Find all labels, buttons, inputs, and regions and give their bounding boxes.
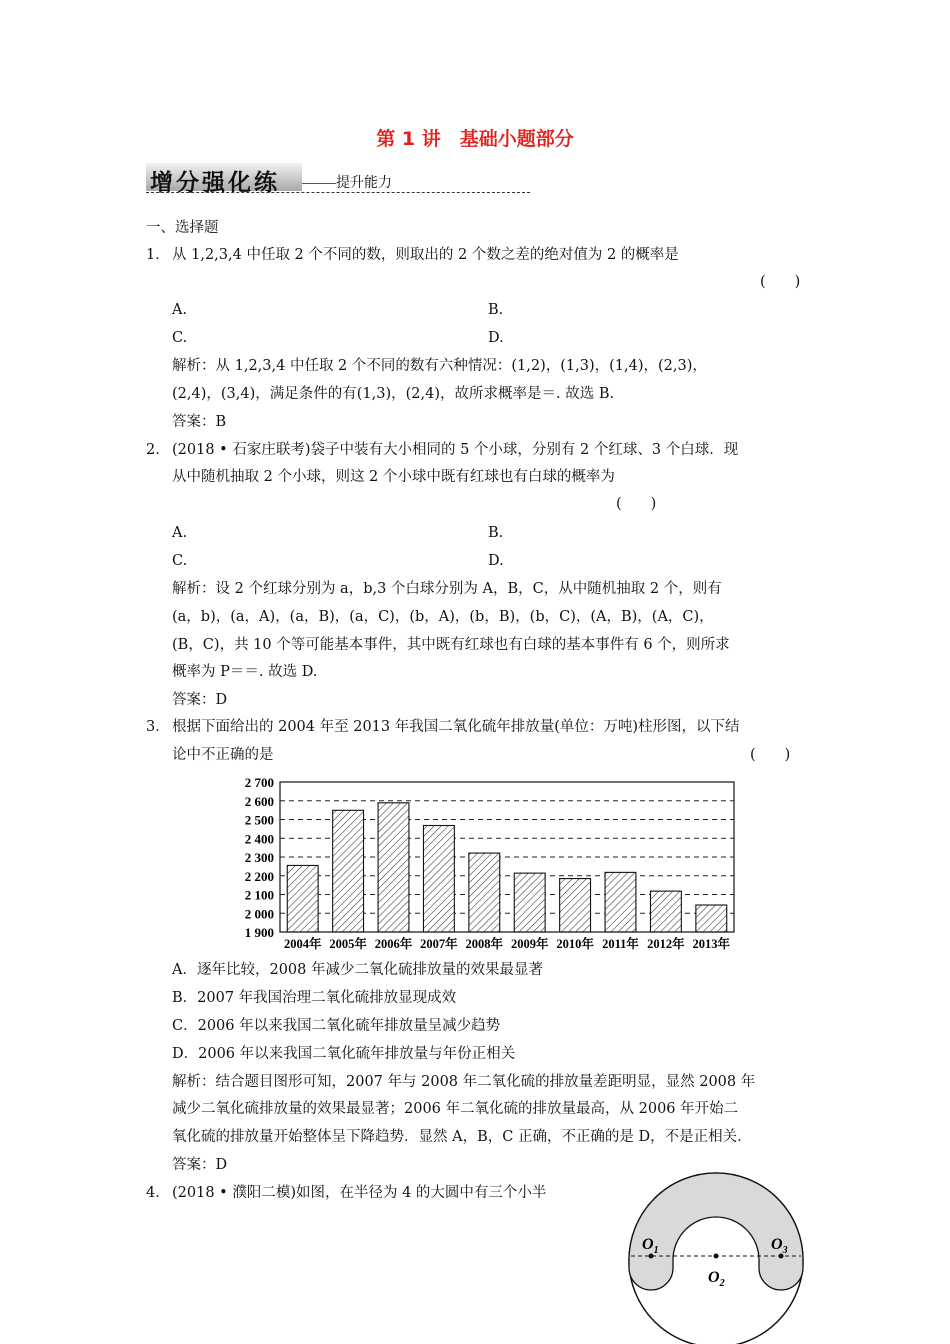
q1-stem: 从 1,2,3,4 中任取 2 个不同的数，则取出的 2 个数之差的绝对值为 2 的概率是	[172, 247, 679, 263]
bar-2013年	[696, 905, 727, 932]
y-tick-label: 2 200	[244, 868, 274, 884]
q1-number: 1．	[146, 247, 170, 263]
label-o1: $O_1$	[642, 1236, 659, 1256]
x-tick-label: 2006年	[374, 937, 413, 951]
q1-option-c: C.	[172, 330, 188, 346]
q3-solution-line3: 氧化硫的排放量开始整体呈下降趋势．显然 A，B，C 正确，不正确的是 D，不是正相关．	[172, 1129, 752, 1145]
q2-stem-line1: (2018 • 石家庄联考)袋子中装有大小相同的 5 个小球，分别有 2 个红球、3 个白球．现	[172, 442, 739, 458]
so2-emission-bar-chart	[226, 772, 746, 958]
label-o3: $O_3$	[771, 1236, 788, 1256]
q2-solution-line2: (a，b)，(a，A)，(a，B)，(a，C)，(b，A)，(b，B)，(b，C)，(A，B)，(A，C)，	[172, 609, 714, 625]
q4-number: 4．	[146, 1185, 170, 1201]
q3-option-a: A．逐年比较，2008 年减少二氧化硫排放量的效果最显著	[172, 962, 543, 978]
q3-solution-line1: 解析：结合题目图形可知，2007 年与 2008 年二氧化硫的排放量差距明显，显然 2008 年	[172, 1074, 756, 1090]
section-heading: 一、选择题	[146, 220, 219, 236]
banner-subtitle: 提升能力	[336, 175, 392, 191]
q2-solution-line3: (B，C)，共 10 个等可能基本事件，其中既有红球也有白球的基本事件有 6 个，则所求	[172, 637, 730, 653]
bar-2004年	[287, 865, 318, 932]
q2-option-d: D.	[488, 553, 504, 569]
bar-2005年	[333, 810, 364, 932]
q1-option-b: B.	[488, 302, 504, 318]
q2-number: 2．	[146, 442, 170, 458]
bar-2012年	[650, 891, 681, 932]
x-tick-label: 2007年	[420, 937, 458, 951]
label-o2: $O_2$	[708, 1269, 725, 1289]
q2-answer-blank: ( )	[616, 496, 657, 512]
y-tick-label: 2 100	[244, 887, 274, 903]
q1-option-a: A.	[172, 302, 188, 318]
y-tick-label: 2 000	[244, 906, 274, 922]
circle-figure	[628, 1172, 804, 1344]
q1-option-d: D.	[488, 330, 504, 346]
x-tick-label: 2012年	[647, 937, 685, 951]
q3-stem-line2: 论中不正确的是	[172, 747, 274, 763]
bar-2007年	[423, 826, 454, 933]
q1-answer: 答案：B	[172, 414, 227, 430]
q2-answer: 答案：D	[172, 692, 228, 708]
q1-answer-blank: ( )	[760, 274, 801, 290]
page-title: 第 1 讲 基础小题部分	[376, 128, 574, 150]
q2-solution-line1: 解析：设 2 个红球分别为 a，b,3 个白球分别为 A，B，C，从中随机抽取 2 个，则有	[172, 581, 722, 597]
banner-divider	[146, 192, 530, 193]
bar-2011年	[605, 872, 636, 932]
q3-option-b: B．2007 年我国治理二氧化硫排放显现成效	[172, 990, 457, 1006]
q3-stem-line1: 根据下面给出的 2004 年至 2013 年我国二氧化硫年排放量(单位：万吨)柱形图，以下结	[172, 719, 740, 735]
q3-answer: 答案：D	[172, 1157, 228, 1173]
q2-option-c: C.	[172, 553, 188, 569]
q4-stem: (2018 • 濮阳二模)如图，在半径为 4 的大圆中有三个小半	[172, 1185, 547, 1201]
bar-2010年	[560, 879, 591, 932]
q2-stem-line2: 从中随机抽取 2 个小球，则这 2 个小球中既有红球也有白球的概率为	[172, 469, 615, 485]
x-tick-label: 2008年	[465, 937, 504, 951]
x-tick-label: 2005年	[329, 937, 367, 951]
q2-option-b: B.	[488, 525, 504, 541]
x-tick-label: 2004年	[283, 937, 322, 951]
x-tick-label: 2011年	[602, 937, 639, 951]
bar-2006年	[378, 803, 409, 932]
y-tick-label: 2 500	[244, 812, 274, 828]
x-tick-label: 2009年	[510, 937, 549, 951]
banner-title: 增分强化练	[150, 170, 280, 196]
q2-solution-line4: 概率为 P＝＝. 故选 D.	[172, 664, 318, 680]
q1-solution-line2: (2,4)，(3,4)，满足条件的有(1,3)，(2,4)，故所求概率是＝. 故选 B.	[172, 386, 615, 402]
center-o2-dot	[714, 1254, 719, 1259]
q3-solution-line2: 减少二氧化硫排放量的效果最显著；2006 年二氧化硫的排放量最高，从 2006 年开始二	[172, 1101, 739, 1117]
q3-answer-blank: ( )	[750, 747, 791, 763]
q3-number: 3．	[146, 719, 170, 735]
banner-connector	[302, 183, 336, 184]
bar-2008年	[469, 853, 500, 932]
x-tick-label: 2010年	[556, 937, 594, 951]
y-tick-label: 1 900	[244, 925, 274, 940]
bar-2009年	[514, 873, 545, 932]
q2-option-a: A.	[172, 525, 188, 541]
y-tick-label: 2 300	[244, 850, 274, 865]
x-tick-label: 2013年	[692, 937, 731, 951]
y-tick-label: 2 600	[244, 793, 274, 809]
q1-solution-line1: 解析：从 1,2,3,4 中任取 2 个不同的数有六种情况：(1,2)，(1,3)，(1,4)，(2,3)，	[172, 358, 707, 374]
q3-option-c: C．2006 年以来我国二氧化硫年排放量呈减少趋势	[172, 1018, 501, 1034]
q3-option-d: D．2006 年以来我国二氧化硫年排放量与年份正相关	[172, 1046, 516, 1062]
y-tick-label: 2 400	[244, 831, 274, 847]
y-tick-label: 2 700	[244, 775, 274, 790]
